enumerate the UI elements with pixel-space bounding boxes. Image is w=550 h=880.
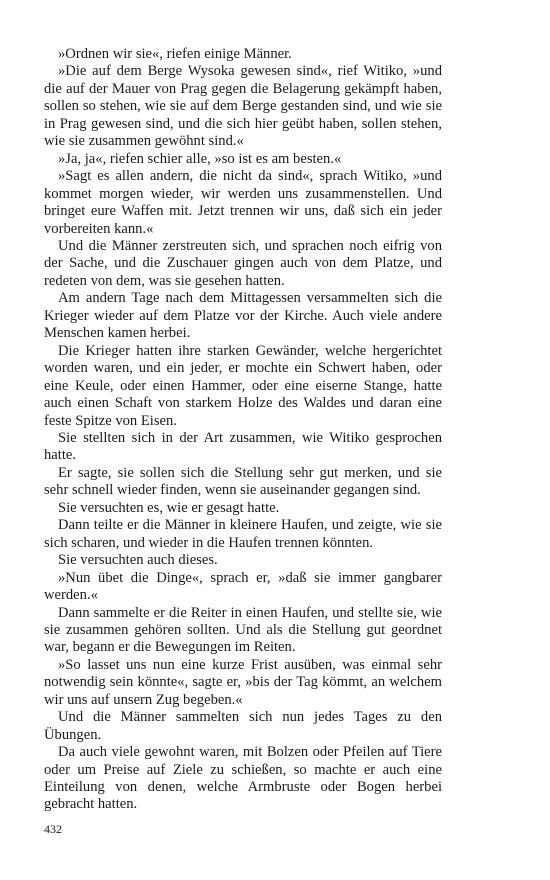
paragraph: »Nun übet die Dinge«, sprach er, »daß sie immer gangbarer werden.« <box>44 569 442 604</box>
paragraph: Da auch viele gewohnt waren, mit Bolzen oder Pfeilen auf Tiere oder um Preise auf Ziele zu schießen, so machte er auch eine Einteilung von denen, welche Armbruste oder Bogen herbei gebracht hatten. <box>44 744 442 813</box>
paragraph: Und die Männer sammelten sich nun jedes Tages zu den Übungen. <box>44 709 442 743</box>
paragraph: Dann sammelte er die Reiter in einen Haufen, und stellte sie, wie sie zusammen gehören sollten. Und als die Stellung gut geordnet war, begann er die Bewegungen im Reiten. <box>44 604 442 656</box>
paragraph: Sie stellten sich in der Art zusammen, wie Witiko gesprochen hatte. <box>44 429 442 464</box>
body-text <box>44 46 442 814</box>
paragraph: Er sagte, sie sollen sich die Stellung sehr gut merken, und sie sehr schnell wieder finden, wenn sie auseinander gegangen sind. <box>44 464 442 499</box>
paragraph: Sie versuchten es, wie er gesagt hatte. <box>58 499 280 516</box>
paragraph: »So lasset uns nun eine kurze Frist ausüben, was einmal sehr notwendig sein könnte«, sagte er, »bis der Tag kömmt, an welchem wir uns auf unsern Zug begeben.« <box>44 656 442 708</box>
paragraph: Sie versuchten auch dieses. <box>58 552 218 569</box>
paragraph: Die Krieger hatten ihre starken Gewänder, welche hergerichtet worden waren, und ein jeder, er mochte ein Schwert haben, oder eine Keule, oder einen Hammer, oder eine eiserne Stange, hatte auch einen Schaft von starkem Holze des Waldes und daran eine feste Spitze von Eisen. <box>44 342 442 429</box>
paragraph: »Ja, ja«, riefen schier alle, »so ist es am besten.« <box>58 150 342 167</box>
page-number: 432 <box>44 822 62 836</box>
paragraph: »Die auf dem Berge Wysoka gewesen sind«, rief Witiko, »und die auf der Mauer von Prag gegen die Belagerung gekämpft haben, sollen so stehen, wie sie auf dem Berge gestanden sind, und wie sie in Prag gewesen sind, und die sich hier geübt haben, sollen stehen, wie sie zusammen gewöhnt sind.« <box>44 63 442 150</box>
paragraph: »Sagt es allen andern, die nicht da sind«, sprach Witiko, »und kommet morgen wieder, wir werden uns zusammenstellen. Und bringet eure Waffen mit. Jetzt trennen wir uns, daß sich ein jeder vorbereiten kann.« <box>44 168 442 237</box>
paragraph: Am andern Tage nach dem Mittagessen versammelten sich die Krieger wieder auf dem Platze vor der Kirche. Auch viele andere Menschen kamen herbei. <box>44 290 442 342</box>
paragraph: Dann teilte er die Männer in kleinere Haufen, und zeigte, wie sie sich scharen, und wieder in die Haufen trennen könnten. <box>44 517 442 551</box>
paragraph: »Ordnen wir sie«, riefen einige Männer. <box>58 46 292 62</box>
paragraph: Und die Männer zerstreuten sich, und sprachen noch eifrig von der Sache, und die Zuschauer gingen auch von dem Platze, und redeten von dem, was sie gesehen hatten. <box>44 237 442 289</box>
